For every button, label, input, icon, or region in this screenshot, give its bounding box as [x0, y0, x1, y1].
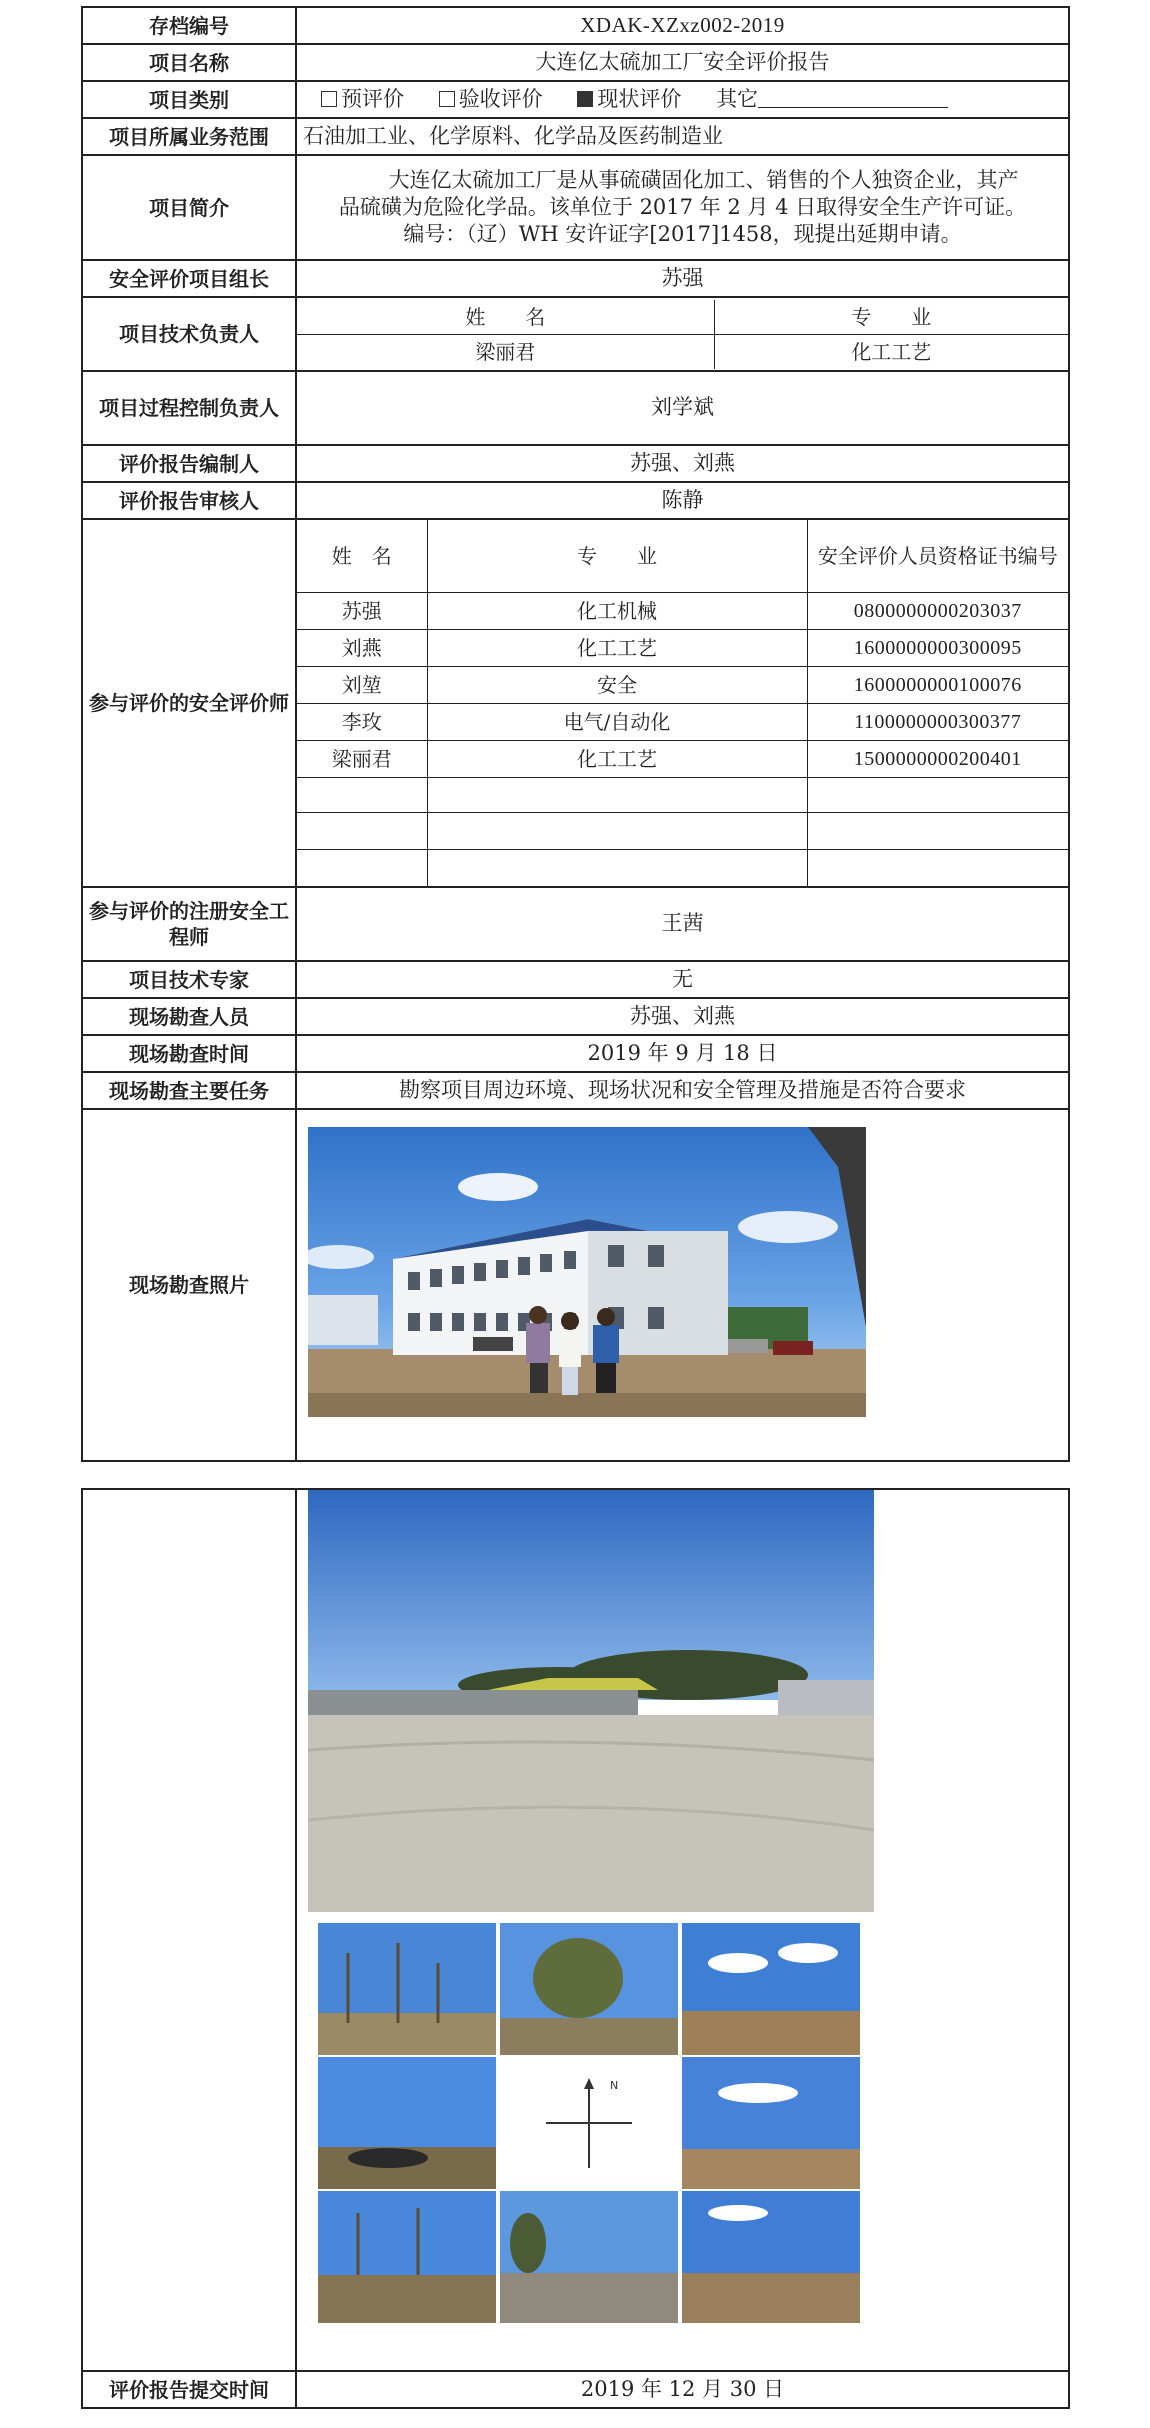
photos-label-empty — [82, 1489, 296, 2371]
row-archive-no — [82, 7, 1069, 44]
survey-photos-label: 现场勘查照片 — [82, 1109, 296, 1461]
type-option-acceptance: 验收评价 — [439, 87, 543, 111]
process-control-label: 项目过程控制负责人 — [82, 371, 296, 445]
row-tech-lead — [82, 297, 1069, 371]
intro-text — [296, 155, 1069, 260]
assessor-name: 刘燕 — [297, 629, 427, 666]
intro-line-2: 品硫磺为危险化学品。该单位于 2017 年 2 月 4 日取得安全生产许可证。 — [338, 194, 1027, 219]
project-name-label: 项目名称 — [82, 44, 296, 81]
assessor-cert: 1600000000300095 — [807, 629, 1068, 666]
intro-label: 项目简介 — [82, 155, 296, 260]
reviewer-label: 评价报告审核人 — [82, 482, 296, 519]
tech-expert-label: 项目技术专家 — [82, 961, 296, 998]
tech-lead-label: 项目技术负责人 — [82, 297, 296, 371]
row-reviewer — [82, 482, 1069, 519]
assessors-header-major: 专 业 — [427, 520, 807, 592]
assessors-cell — [296, 519, 1069, 887]
photo-grid-illustration — [318, 1923, 860, 2323]
tech-lead-table — [297, 300, 1068, 369]
assessors-header-name: 姓 名 — [297, 520, 427, 592]
assessor-cert: 1500000000200401 — [807, 740, 1068, 777]
row-business-scope — [82, 118, 1069, 155]
table-row-empty — [297, 777, 1068, 812]
table-row — [297, 666, 1068, 703]
grid-photo-8 — [500, 2191, 678, 2323]
submit-time-label: 评价报告提交时间 — [82, 2371, 296, 2408]
table-row — [297, 740, 1068, 777]
grid-photo-1 — [318, 1923, 496, 2055]
grid-photo-9 — [682, 2191, 860, 2323]
business-scope-label: 项目所属业务范围 — [82, 118, 296, 155]
survey-time-label: 现场勘查时间 — [82, 1035, 296, 1072]
checkbox-empty-icon — [321, 91, 337, 107]
grid-photo-7 — [318, 2191, 496, 2323]
archive-no-label: 存档编号 — [82, 7, 296, 44]
type-option-current: 现状评价 — [577, 87, 681, 111]
assessor-major: 化工机械 — [427, 592, 807, 629]
assessor-name: 梁丽君 — [297, 740, 427, 777]
table-row-empty — [297, 849, 1068, 886]
table-row — [297, 703, 1068, 740]
survey-task-label: 现场勘查主要任务 — [82, 1072, 296, 1109]
intro-line-1: 大连亿太硫加工厂是从事硫磺固化加工、销售的个人独资企业，其产 — [388, 167, 1019, 192]
survey-staff-label: 现场勘查人员 — [82, 998, 296, 1035]
assessors-header-cert: 安全评价人员资格证书编号 — [807, 520, 1068, 592]
yard-photo-illustration — [308, 1490, 874, 1912]
intro-line-3: 编号：（辽）WH 安许证字[2017]1458，现提出延期申请。 — [403, 222, 962, 247]
site-photo-grid — [318, 1923, 860, 2323]
assessor-cert: 0800000000203037 — [807, 592, 1068, 629]
assessor-major: 化工工艺 — [427, 740, 807, 777]
type-option-other: 其它 — [716, 87, 948, 111]
group-leader-value: 苏强 — [296, 260, 1069, 297]
table-row-empty — [297, 812, 1068, 849]
tech-lead-cell — [296, 297, 1069, 371]
submit-time-value: 2019 年 12 月 30 日 — [296, 2371, 1069, 2408]
row-submit-time — [82, 2371, 1069, 2408]
assessors-header-row — [297, 520, 1068, 592]
project-type-label: 项目类别 — [82, 81, 296, 118]
blank-underline — [758, 87, 948, 108]
row-compiler — [82, 445, 1069, 482]
assessor-cert: 1600000000100076 — [807, 666, 1068, 703]
tech-lead-major: 化工工艺 — [714, 334, 1068, 369]
survey-staff-value: 苏强、刘燕 — [296, 998, 1069, 1035]
assessor-major: 化工工艺 — [427, 629, 807, 666]
site-photo-yard — [308, 1490, 874, 1912]
row-survey-staff — [82, 998, 1069, 1035]
survey-time-value: 2019 年 9 月 18 日 — [296, 1035, 1069, 1072]
tech-lead-name: 梁丽君 — [297, 334, 714, 369]
project-name-value: 大连亿太硫加工厂安全评价报告 — [296, 44, 1069, 81]
assessor-cert: 1100000000300377 — [807, 703, 1068, 740]
checkbox-empty-icon — [439, 91, 455, 107]
row-survey-task — [82, 1072, 1069, 1109]
tech-expert-value: 无 — [296, 961, 1069, 998]
row-project-name — [82, 44, 1069, 81]
row-process-control — [82, 371, 1069, 445]
registered-engineer-value: 王茜 — [296, 887, 1069, 961]
grid-photo-5-compass — [500, 2057, 678, 2189]
process-control-value: 刘学斌 — [296, 371, 1069, 445]
assessor-name: 刘堃 — [297, 666, 427, 703]
survey-task-value: 勘察项目周边环境、现场状况和安全管理及措施是否符合要求 — [296, 1072, 1069, 1109]
row-registered-engineer — [82, 887, 1069, 961]
building-photo-illustration — [308, 1127, 866, 1417]
compass-north-label: N — [610, 2079, 619, 2092]
registered-engineer-label: 参与评价的注册安全工程师 — [82, 887, 296, 961]
business-scope-value: 石油加工业、化学原料、化学品及医药制造业 — [296, 118, 1069, 155]
checkbox-filled-icon — [577, 91, 593, 107]
row-tech-expert — [82, 961, 1069, 998]
type-option-pre: 预评价 — [321, 87, 404, 111]
row-intro — [82, 155, 1069, 260]
row-group-leader — [82, 260, 1069, 297]
assessor-name: 李玫 — [297, 703, 427, 740]
assessors-label: 参与评价的安全评价师 — [82, 519, 296, 887]
grid-photo-4 — [318, 2057, 496, 2189]
assessor-name: 苏强 — [297, 592, 427, 629]
grid-photo-6 — [682, 2057, 860, 2189]
reviewer-value: 陈静 — [296, 482, 1069, 519]
tech-lead-col-major: 专 业 — [714, 300, 1068, 335]
assessor-major: 电气/自动化 — [427, 703, 807, 740]
compiler-value: 苏强、刘燕 — [296, 445, 1069, 482]
grid-photo-3 — [682, 1923, 860, 2055]
row-assessors — [82, 519, 1069, 887]
project-type-options — [296, 81, 1069, 118]
row-project-type — [82, 81, 1069, 118]
archive-no-value: XDAK-XZxz002-2019 — [296, 7, 1069, 44]
compiler-label: 评价报告编制人 — [82, 445, 296, 482]
assessor-major: 安全 — [427, 666, 807, 703]
site-photo-building — [308, 1127, 866, 1417]
table-row — [297, 629, 1068, 666]
tech-lead-col-name: 姓 名 — [297, 300, 714, 335]
assessors-table — [297, 520, 1068, 886]
group-leader-label: 安全评价项目组长 — [82, 260, 296, 297]
table-row — [297, 592, 1068, 629]
grid-photo-2 — [500, 1923, 678, 2055]
row-survey-time — [82, 1035, 1069, 1072]
